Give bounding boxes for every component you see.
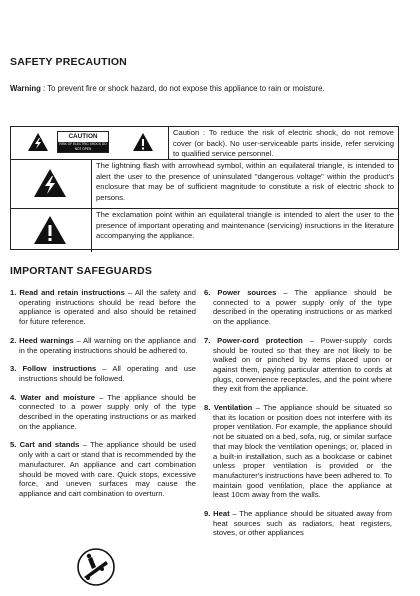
safeguard-heading: Heed warnings [19,335,74,345]
safeguard-body: – The appliance should be situated so that its location or position does not interfere with its proper ventilation. For example, the appliance should not be situated on a bed, sofa, rug, or similar surface that may block the ventilation openings; or, placed in a built-in installation, such as a bookcase or cabinet unless proper ventilation is provided or the manufacturer's instructions have been adhered to. To maintain good ventilation, place the appliance at least 10cm away from the walls. [213,403,392,500]
exclamation-triangle-icon [33,215,67,245]
table-row-exclamation [11,208,398,252]
safeguard-heading: Ventilation [213,403,253,413]
safeguard-item [10,364,196,383]
safeguard-heading: Power sources [217,288,277,297]
safeguard-number: 6. [204,288,211,297]
cart-tip-over-icon [76,547,116,587]
safeguard-number: 7. [204,335,211,345]
table-row-lightning [11,159,398,209]
safeguards-left-column [10,288,196,508]
safeguard-number: 8. [204,403,211,413]
safety-precaution-title: SAFETY PRECAUTION [10,56,127,68]
safeguard-body: – The appliance should be connected to a power supply only of the type described in the operating instructions or as marked on the appliance. [213,288,392,327]
safeguard-heading: Read and retain instructions [19,288,125,297]
safeguard-item [204,509,392,538]
safeguard-number: 4. [10,392,17,402]
safeguard-number: 3. [10,364,17,374]
lightning-triangle-icon [27,132,49,152]
safeguard-body: – Power-supply cords should be routed so that they are not likely to be walked on or pinched by items placed upon or against them, paying particular attention to cords at plugs, convenience receptacles, and the point where they exit from the appliance. [213,335,392,394]
safeguard-item [204,336,392,394]
safeguard-item [10,393,196,432]
safeguard-body: – All operating and use instructions should be followed. [19,364,196,383]
safeguard-heading: Water and moisture [20,392,96,402]
safeguard-heading: Power-cord protection [217,335,303,345]
lightning-text: The lightning flash with arrowhead symbol, within an equilateral triangle, is intended to alert the user to the presence of uninsulated "dangerous voltage" within the product's enclosure that may be of sufficient magnitude to constitute a risk of electric shock to persons. [91,160,398,209]
safeguard-item [10,336,196,355]
safeguard-body: – All warning on the appliance and in the operating instructions should be adhered to. [19,335,196,355]
caution-label-bottom: RISK OF ELECTRIC SHOCK DO NOT OPEN [59,142,107,151]
safeguard-heading: Cart and stands [19,440,80,450]
caution-text: Caution : To reduce the risk of electric shock, do not remove cover (or back). No user-serviceable parts inside, refer servicing to qualified service personnel. [168,127,398,159]
table-row-caution [11,127,398,159]
exclamation-text: The exclamation point within an equilateral triangle is intended to alert the user to the presence of important operating and maintenance (servicing) insructions in the literature accompanying the appliance. [91,209,398,252]
caution-symbols-cell [11,127,168,159]
safeguard-heading: Heat [213,509,230,519]
warning-text: : To prevent fire or shock hazard, do not expose this appliance to rain or moisture. [40,84,325,93]
safeguard-number: 5. [10,440,17,450]
caution-label-box [57,131,109,153]
safeguard-item [10,288,196,327]
exclamation-triangle-icon [132,132,154,152]
safeguard-heading: Follow instructions [22,364,97,374]
warning-symbol-table [10,126,399,250]
safeguard-body: – All the safety and operating instructions should be read before the appliance is operated and also should be retained for future reference. [19,288,196,327]
safeguards-right-column [204,288,392,547]
warning-line [10,84,410,94]
safeguard-body: – The appliance should be situated away from heat sources such as radiators, heat registers, stoves, or other appliances [213,509,392,538]
caution-label-top: CAUTION [58,132,108,142]
important-safeguards-title: IMPORTANT SAFEGUARDS [10,265,153,277]
safeguard-number: 9. [204,509,211,519]
safeguard-item [204,288,392,327]
safeguard-body: – The appliance should be connected to a power supply only of the type described in the operating instructions or as marked on the appliance. [19,392,196,431]
lightning-symbol-cell [11,160,91,209]
safeguard-body: – The appliance should be used only with a cart or stand that is recommended by the manufacturer. An appliance and cart combination should be moved with care. Quick stops, excessive force, and uneven surfaces may cause the appliance and cart combination to overturn. [19,440,196,498]
safeguard-item [204,403,392,500]
safeguard-number: 2. [10,335,17,345]
safeguard-item [10,440,196,498]
exclamation-symbol-cell [11,209,91,252]
warning-label: Warning [10,84,41,93]
safeguard-number: 1. [10,288,17,297]
lightning-triangle-icon [33,168,67,198]
